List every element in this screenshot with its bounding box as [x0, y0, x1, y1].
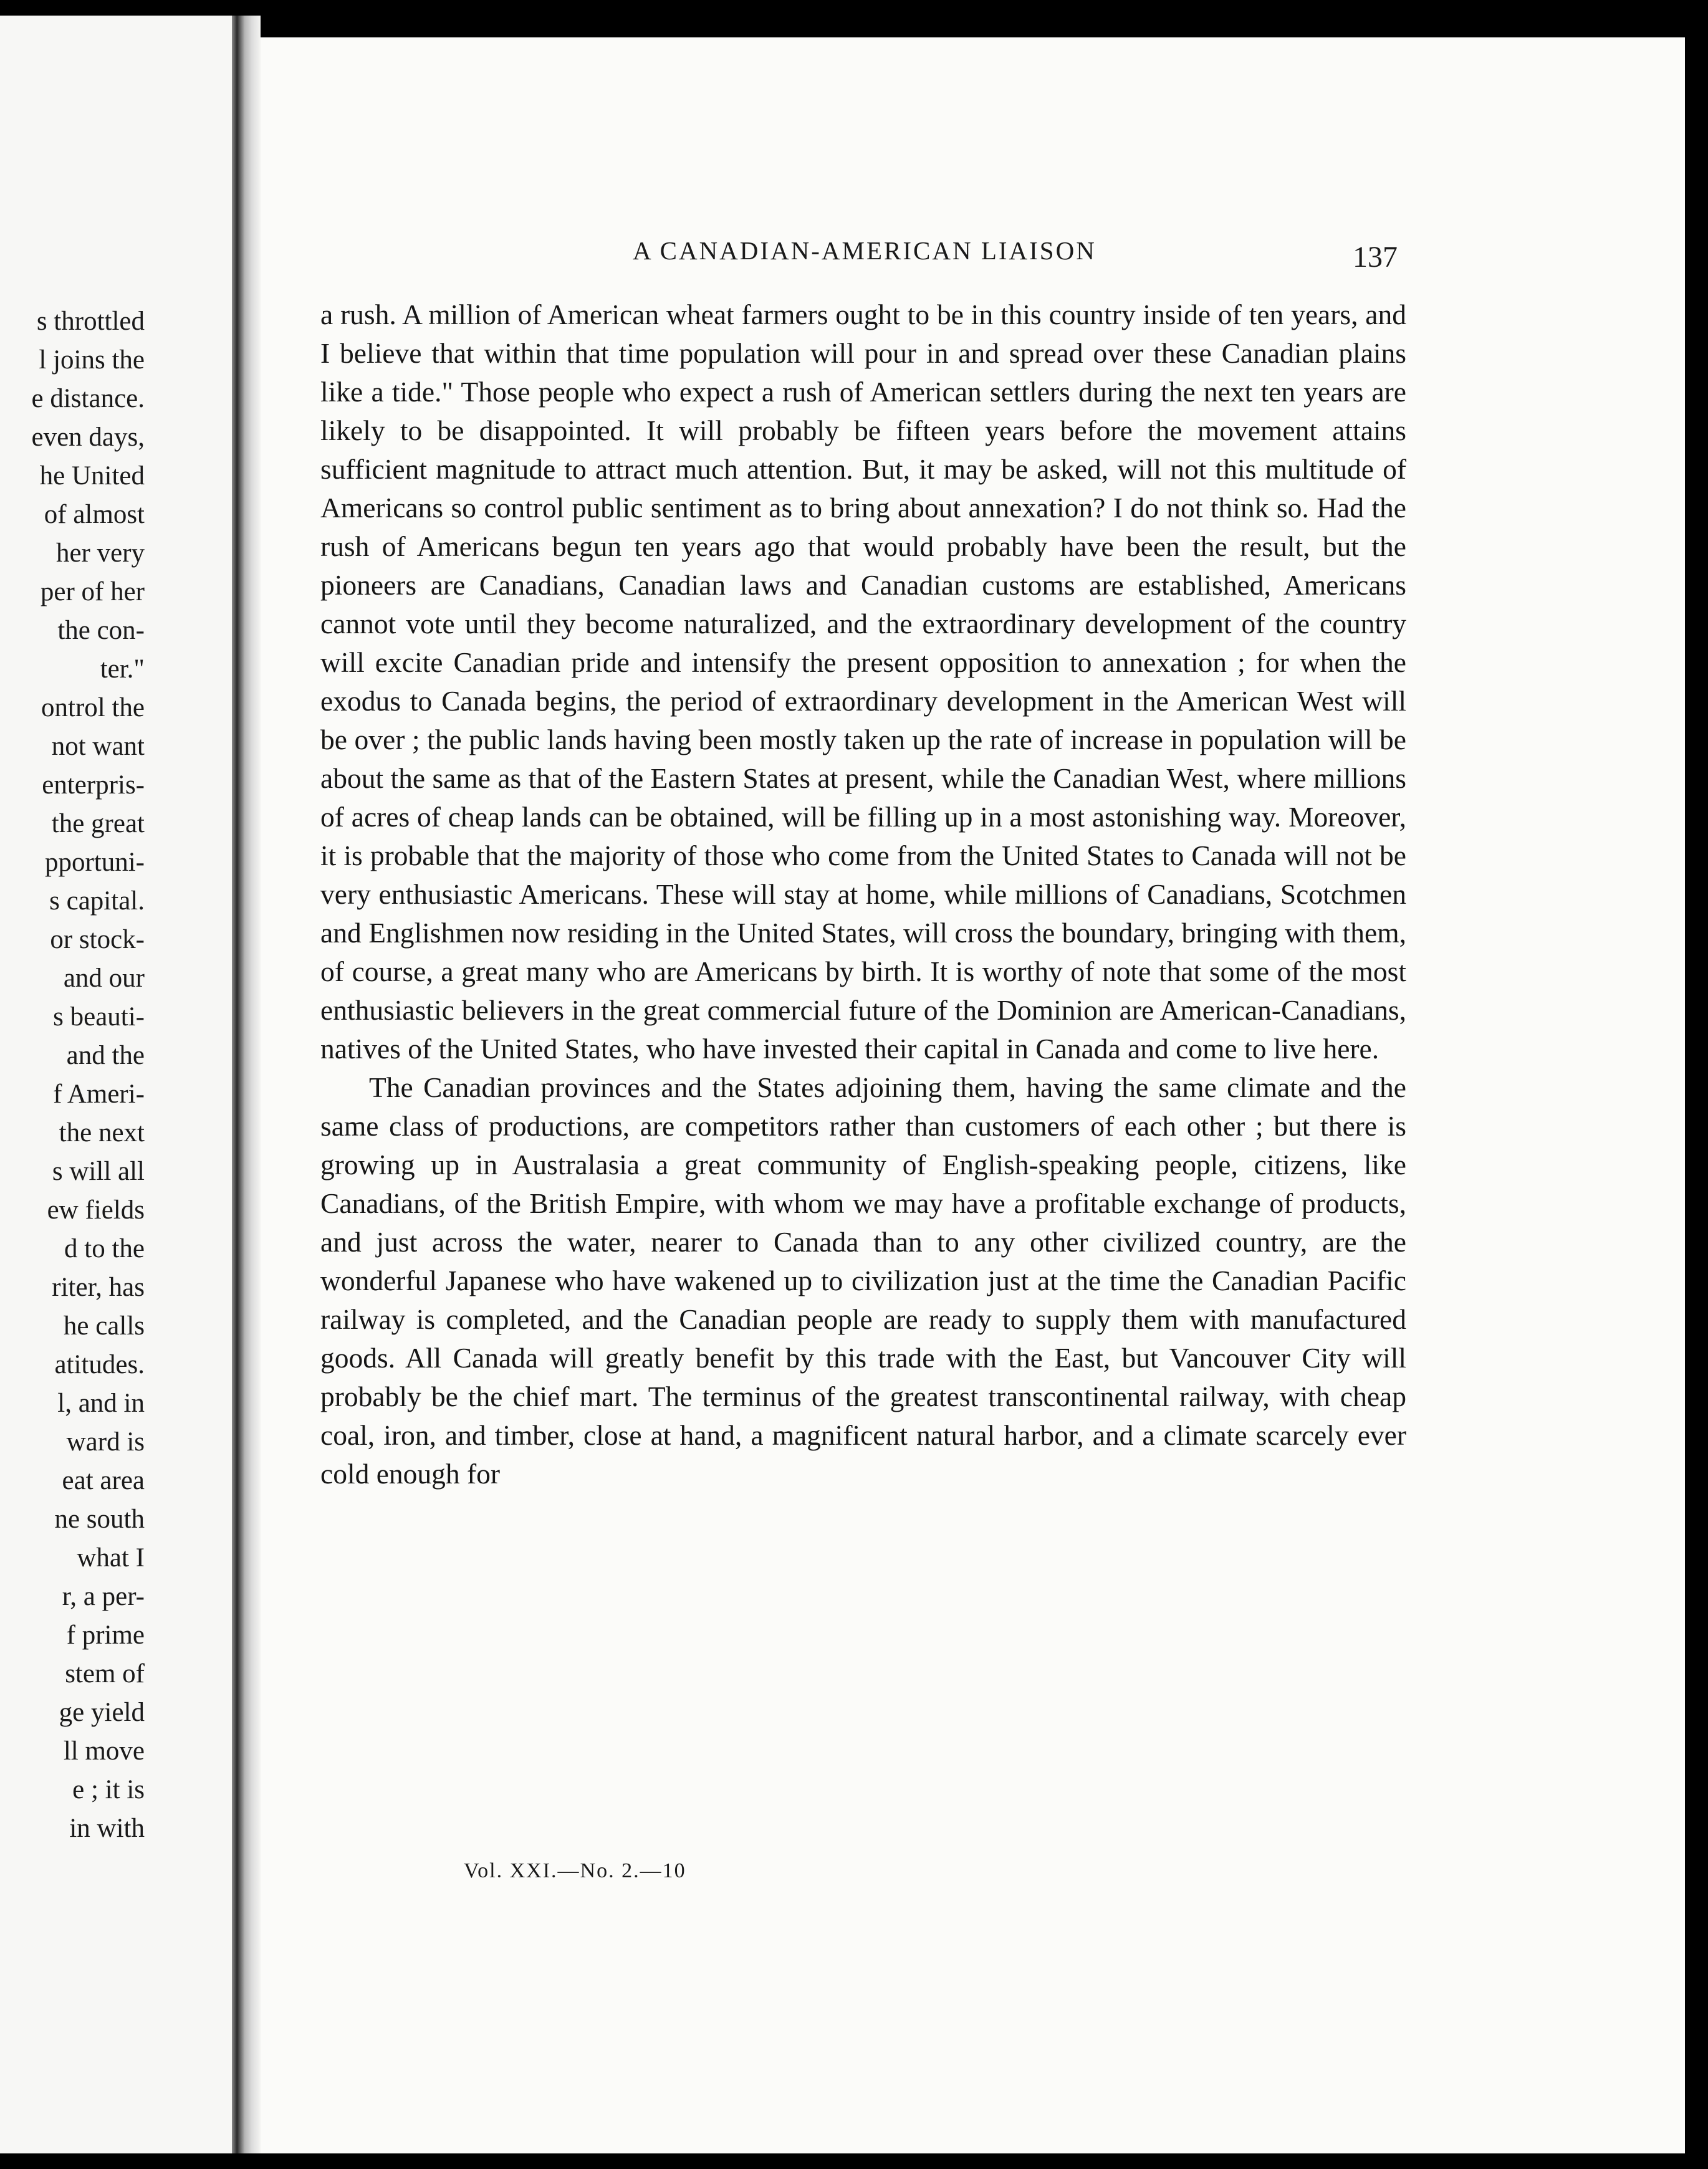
left-page-line: the con- [57, 616, 145, 645]
left-page-line: he United [39, 461, 145, 491]
left-page-line: he calls [63, 1311, 145, 1341]
left-page-line: ward is [66, 1427, 145, 1457]
left-page-line: ge yield [59, 1698, 145, 1727]
page-number: 137 [1353, 241, 1398, 274]
left-page-line: even days, [31, 423, 145, 452]
left-page-line: riter, has [52, 1273, 145, 1302]
left-page-line: ew fields [47, 1195, 145, 1225]
page-edge-shadow [1685, 37, 1708, 2153]
left-page-line: atitudes. [54, 1350, 145, 1379]
left-page-line: eat area [62, 1466, 145, 1495]
left-page-line: ter." [100, 654, 145, 684]
left-page-line: per of her [40, 577, 145, 606]
left-page-line: f prime [66, 1621, 145, 1650]
left-page-line: f Ameri- [53, 1080, 145, 1109]
left-page-line: in with [69, 1814, 145, 1843]
left-page-line: stem of [65, 1659, 145, 1688]
body-text [320, 295, 1406, 1493]
left-page-line: and the [66, 1041, 145, 1070]
left-page-line: s throttled [36, 307, 145, 336]
left-page-line: e distance. [31, 384, 145, 413]
left-page-line: l joins the [39, 345, 145, 375]
left-page-text-fragments [0, 302, 145, 1848]
left-page-line: not want [51, 732, 145, 761]
left-page-line: what I [77, 1543, 145, 1573]
left-page-line: e ; it is [72, 1775, 145, 1804]
book-gutter [232, 16, 261, 2153]
paragraph: a rush. A million of American wheat farmers ought to be in this country inside of ten years, and I believe that within that time population will pour in and spread over these Canadian plains like a tide." Those people who expect a rush of American settlers during the next ten years are likely to be disappointed. It will probably be fifteen years before the movement attains sufficient magnitude to attract much attention. But, it may be asked, will not this multitude of Americans so control public sentiment as to bring about annexation? I do not think so. Had the rush of Americans begun ten years ago that would probably have been the result, but the pioneers are Canadians, Canadian laws and Canadian customs are established, Americans cannot vote until they become naturalized, and the extraordinary development of the country will excite Canadian pride and intensify the present opposition to annexation ; for when the exodus to Canada begins, the period of extraordinary development in the American West will be over ; the public lands having been mostly taken up the rate of increase in population will be about the same as that of the Eastern States at present, while the Canadian West, where millions of acres of cheap lands can be obtained, will be filling up in a most astonishing way. Moreover, it is probable that the majority of those who come from the United States to Canada will not be very enthusiastic Americans. These will stay at home, while millions of Canadians, Scotchmen and Englishmen now residing in the United States, will cross the boundary, bringing with them, of course, a great many who are Americans by birth. It is worthy of note that some of the most enthusiastic believers in the great commercial future of the Dominion are American-Canadians, natives of the United States, who have invested their capital in Canada and come to live here. [320, 299, 1406, 1065]
left-page-line: ne south [54, 1505, 145, 1534]
paragraph: The Canadian provinces and the States adjoining them, having the same climate and the same class of productions, are competitors rather than customers of each other ; but there is growing up in Australasia a great community of English-speaking people, citizens, like Canadians, of the British Empire, with whom we may have a profitable exchange of products, and just across the water, nearer to Canada than to any other civilized country, are the wonderful Japanese who have wakened up to civilization just at the time the Canadian Pacific railway is completed, and the Canadian people are ready to supply them with manufactured goods. All Canada will greatly benefit by this trade with the East, but Vancouver City will probably be the chief mart. The terminus of the greatest transcontinental railway, with cheap coal, iron, and timber, close at hand, a magnificent natural harbor, and a climate scarcely ever cold enough for [320, 1071, 1406, 1490]
left-page-line: s beauti- [53, 1002, 145, 1032]
left-page-line: and our [63, 964, 145, 993]
footer-signature: Vol. XXI.—No. 2.—10 [464, 1859, 686, 1882]
left-page-line: l, and in [57, 1389, 145, 1418]
left-page-line: r, a per- [62, 1582, 145, 1611]
left-page-line: of almost [44, 500, 145, 529]
left-page-line: pportuni- [44, 848, 145, 877]
left-page-line: ontrol the [41, 693, 145, 722]
left-page-line: s will all [52, 1157, 145, 1186]
left-page-line: s capital. [49, 886, 145, 916]
left-page-line: the next [59, 1118, 145, 1147]
left-page-line: enterpris- [42, 770, 145, 800]
left-page-line: her very [55, 539, 145, 568]
left-page-line: ll move [63, 1736, 145, 1766]
left-page-line: the great [51, 809, 145, 838]
left-page-line: d to the [64, 1234, 145, 1263]
running-head: A CANADIAN-AMERICAN LIAISON [633, 236, 1096, 265]
left-page [0, 16, 234, 2153]
left-page-line: or stock- [50, 925, 145, 954]
